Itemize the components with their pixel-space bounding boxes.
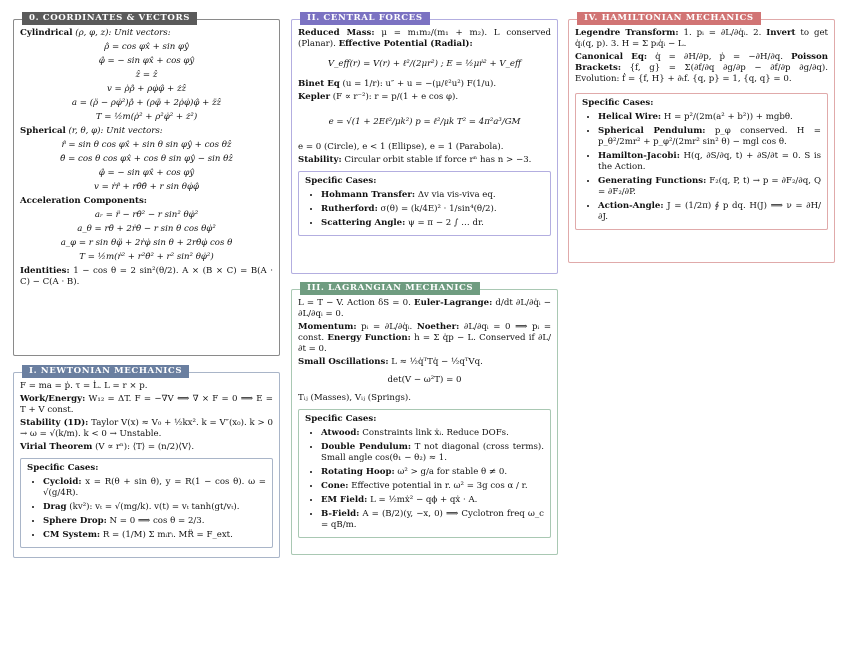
reduced-mass-line: Reduced Mass: μ = m₁m₂/(m₁ + m₂). L conserved (Planar). Effective Potential (Radial): xyxy=(298,28,551,49)
specific-cases-lagrangian xyxy=(298,409,551,538)
newton-line-1: F = ma = ṗ. τ = L̇. L = r × p. xyxy=(20,381,148,391)
kepler-line: Kepler (F ∝ r⁻²): r = p/(1 + e cos φ). xyxy=(298,92,459,102)
case-item: • EM Field: L = ½mẋ² − qϕ + qẋ · A. xyxy=(321,495,544,506)
panel-title-central-forces: II. CENTRAL FORCES xyxy=(300,12,430,25)
case-item: • Drag (kv²): vₜ = √(mg/k). v(t) = vₜ tanh(gt/vₜ). xyxy=(43,502,266,513)
case-item: • Atwood: Constraints link ẋᵢ. Reduce DOFs. xyxy=(321,428,544,439)
panel-title-newtonian: I. NEWTONIAN MECHANICS xyxy=(22,365,189,378)
equation: aᵣ = r̈ − rθ̇² − r sin² θφ̇² xyxy=(94,210,199,220)
equation: det(V − ω²T) = 0 xyxy=(387,375,462,385)
panel-title-lagrangian: III. LAGRANGIAN MECHANICS xyxy=(300,282,480,295)
case-item: • Action-Angle: J = (1/2π) ∮ p dq. H(J) ⟹ ν = ∂H/∂J. xyxy=(598,201,821,223)
equation: φ̂ = − sin φx̂ + cos φŷ xyxy=(98,168,195,178)
equation: v = ṙr̂ + rθ̇θ̂ + r sin θφ̇φ̂ xyxy=(94,182,199,192)
cyl-line: Cylindrical (ρ, φ, z): Unit vectors: xyxy=(20,28,171,38)
panel-title-hamiltonian: IV. HAMILTONIAN MECHANICS xyxy=(577,12,761,25)
specific-cases-title: Specific Cases: xyxy=(27,463,99,473)
equation: r̂ = sin θ cos φx̂ + sin θ sin φŷ + cos θẑ xyxy=(61,140,232,150)
legendre-line: Legendre Transform: 1. pᵢ = ∂L/∂q̇ᵢ. 2. Invert to get q̇ᵢ(q, p). 3. H = Σ pᵢq̇ᵢ − L. xyxy=(575,28,828,49)
case-list xyxy=(305,428,544,531)
case-item: • Double Pendulum: T not diagonal (cross terms). Small angle cos(θ₁ − θ₂) ≈ 1. xyxy=(321,442,544,464)
sph-line: Spherical (r, θ, φ): Unit vectors: xyxy=(20,126,163,136)
tv-line: Tᵢⱼ (Masses), Vᵢⱼ (Springs). xyxy=(298,393,411,403)
case-item: • CM System: R = (1/M) Σ mᵢrᵢ. MR̈ = F_ext. xyxy=(43,530,266,541)
panel-coordinates xyxy=(13,13,280,356)
work-energy-line: Work/Energy: W₁₂ = ΔT. F = −∇V ⟺ ∇ × F = 0 ⟹ E = T + V const. xyxy=(20,394,274,415)
equation: θ̂ = cos θ cos φx̂ + cos θ sin φŷ − sin θẑ xyxy=(60,154,233,164)
panel-central-forces xyxy=(291,13,558,274)
panel-title-coordinates: 0. COORDINATES & VECTORS xyxy=(22,12,197,25)
case-item: • Helical Wire: H = p²/(2m(a² + b²)) + mgbθ. xyxy=(598,112,821,123)
virial-line: Virial Theorem (V ∝ rⁿ): ⟨T⟩ = (n/2)⟨V⟩. xyxy=(20,442,195,452)
case-item: • Rutherford: σ(θ) = (k/4E)² · 1/sin⁴(θ/2). xyxy=(321,204,544,215)
binet-line: Binet Eq (u = 1/r): u″ + u = −(μ/ℓ²u²) F(1/u). xyxy=(298,79,497,89)
orbit-types-line: e = 0 (Circle), e < 1 (Ellipse), e = 1 (Parabola). xyxy=(298,142,504,152)
momentum-line: Momentum: pᵢ = ∂L/∂q̇ᵢ. Noether: ∂L/∂qᵢ = 0 ⟹ pᵢ = const. Energy Function: h = Σ q̇p − L. Conserved if ∂L/∂t = 0. xyxy=(298,322,552,354)
panel-lagrangian xyxy=(291,283,558,555)
equation: ρ̂ = cos φx̂ + sin φŷ xyxy=(104,42,189,52)
identities-line: Identities: 1 − cos θ = 2 sin²(θ/2). A × (B × C) = B(A · C) − C(A · B). xyxy=(20,266,274,287)
equation: a_θ = rθ̈ + 2ṙθ̇ − r sin θ cos θφ̇² xyxy=(77,224,216,234)
specific-cases-title: Specific Cases: xyxy=(305,414,377,424)
specific-cases-central xyxy=(298,171,551,236)
equation: a = (ρ̈ − ρφ̇²)ρ̂ + (ρφ̈ + 2ρ̇φ̇)φ̂ + z̈ẑ xyxy=(71,98,222,108)
equation: v = ρ̇ρ̂ + ρφ̇φ̂ + żẑ xyxy=(106,84,187,94)
case-item: • Hohmann Transfer: Δv via vis-viva eq. xyxy=(321,190,544,201)
equation: e = √(1 + 2Eℓ²/μk²) p = ℓ²/μk T² = 4π²a³/GM xyxy=(328,117,521,127)
canonical-line: Canonical Eq: q̇ = ∂H/∂p, ṗ = −∂H/∂q. Poisson Brackets: {f, g} = Σ(∂f/∂q ∂g/∂p − ∂f/∂p ∂g/∂q). Evolution: ḟ = {f, H} + ∂ₜf. {q, p} = 1, {q, q} = 0. xyxy=(575,52,828,84)
stability-line: Stability (1D): Taylor V(x) ≈ V₀ + ½kx². k = V″(x₀). k > 0 → ω = √(k/m). k < 0 → Unstable. xyxy=(20,418,274,439)
stability-line: Stability: Circular orbit stable if force rⁿ has n > −3. xyxy=(298,155,532,165)
case-item: • Generating Functions: F₂(q, P, t) → p = ∂F₂/∂q, Q = ∂F₂/∂P. xyxy=(598,176,821,198)
case-list xyxy=(305,190,544,229)
case-item: • Hamilton-Jacobi: H(q, ∂S/∂q, t) + ∂S/∂t = 0. S is the Action. xyxy=(598,151,821,173)
case-list xyxy=(27,477,266,541)
case-item: • Cycloid: x = R(θ + sin θ), y = R(1 − cos θ). ω = √(g/4R). xyxy=(43,477,266,499)
equation: φ̂ = − sin φx̂ + cos φŷ xyxy=(98,56,195,66)
case-list xyxy=(582,112,821,223)
panel-hamiltonian xyxy=(568,13,835,263)
case-item: • Scattering Angle: ψ = π − 2 ∫ … dr. xyxy=(321,218,544,229)
panel-newtonian xyxy=(13,366,280,558)
equation: T = ½m(ρ̇² + ρ²φ̇² + ż²) xyxy=(95,112,198,122)
case-item: • Rotating Hoop: ω² > g/a for stable θ ≠ 0. xyxy=(321,467,544,478)
case-item: • Cone: Effective potential in r. ω² = 3g cos α / r. xyxy=(321,481,544,492)
case-item: • Spherical Pendulum: p_φ conserved. H = p_θ²/2mr² + p_φ²/(2mr² sin² θ) − mgl cos θ. xyxy=(598,126,821,148)
case-item: • B-Field: A = (B/2)(y, −x, 0) ⟹ Cyclotron freq ω_c = qB/m. xyxy=(321,509,544,531)
specific-cases-hamiltonian xyxy=(575,93,828,230)
small-osc-line: Small Oscillations: L ≈ ½q̇ᵀTq̇ − ½qᵀVq. xyxy=(298,357,483,367)
acc-heading: Acceleration Components: xyxy=(20,196,147,206)
specific-cases-title: Specific Cases: xyxy=(582,98,654,108)
specific-cases-newtonian xyxy=(20,458,273,548)
specific-cases-title: Specific Cases: xyxy=(305,176,377,186)
equation: ẑ = ẑ xyxy=(135,70,158,80)
equation: T = ½m(ṙ² + r²θ̇² + r² sin² θφ̇²) xyxy=(79,252,214,262)
case-item: • Sphere Drop: N = 0 ⟹ cos θ = 2/3. xyxy=(43,516,266,527)
lagrangian-line-1: L = T − V. Action δS = 0. Euler-Lagrange: d/dt ∂L/∂q̇ᵢ − ∂L/∂qᵢ = 0. xyxy=(298,298,551,319)
equation: V_eff(r) = V(r) + ℓ²/(2μr²) ; E = ½μṙ² + V_eff xyxy=(327,59,522,69)
equation: a_φ = r sin θφ̈ + 2ṙφ̇ sin θ + 2rθ̇φ̇ cos θ xyxy=(60,238,233,248)
